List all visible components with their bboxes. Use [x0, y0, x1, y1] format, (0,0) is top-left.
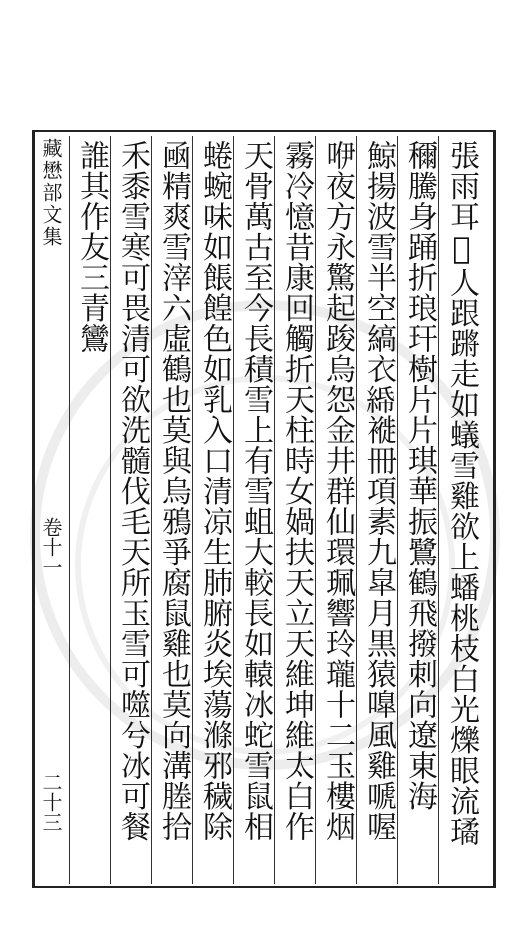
page-number: 二十三 [39, 772, 63, 832]
text-column-9: 禾黍雪寒可畏清可欲洗髓伐毛天所玉雪可噬兮冰可餐 [115, 140, 150, 842]
text-column-7: 蜷蜿味如餦餭色如乳入口清凉生肺腑炎埃蕩滌邪穢除 [197, 140, 232, 842]
column-rule [274, 136, 275, 884]
column-rule [192, 136, 193, 884]
text-column-6: 天骨萬古至今長積雪上有雪蛆大較長如轅冰蛇雪鼠相 [238, 140, 273, 842]
text-column-8: 凾精爽雪滓六虛鶴也莫與烏鴉爭腐鼠雞也莫向溝塍拾 [156, 140, 191, 842]
column-rule [315, 136, 316, 884]
fold-column [34, 132, 68, 886]
text-column-10: 誰其作友三青鸞 [74, 140, 109, 354]
volume-number: 卷十一 [39, 517, 63, 577]
text-column-5: 霧冷憶昔康回觸折天柱時女媧扶天立天維坤維太白作 [279, 140, 314, 842]
text-column-3: 鯨揚波雪半空縞衣𦀦褷冊項素九皐月黒猿嘷風雞嗁喔 [361, 140, 396, 842]
column-rule [356, 136, 357, 884]
text-column-4: 咿夜方永驚起踆烏怨金井群仙環珮響玲瓏十二玉樓烟 [320, 140, 355, 842]
book-title: 藏懋部文集 [39, 138, 63, 248]
column-rule [69, 136, 70, 884]
column-rule [110, 136, 111, 884]
column-rule [397, 136, 398, 884]
column-rule [233, 136, 234, 884]
column-rule [151, 136, 152, 884]
text-column-2: 穪騰身踊折琅玕樹片片琪華振鷺鶴飛撥刺向遼東海 [402, 140, 437, 811]
column-rule [438, 136, 439, 884]
text-column-1: 張雨耳𦕂人跟蹡走如蟻雪雞欲上蟠桃枝白光爍眼流璚 [444, 140, 479, 847]
